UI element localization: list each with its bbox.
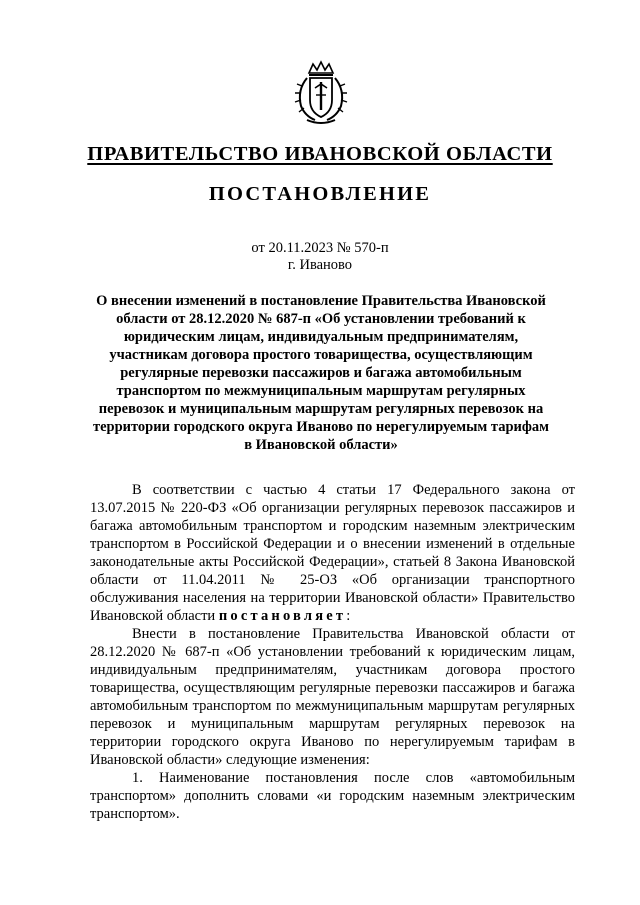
document-date-number: от 20.11.2023 № 570-п (251, 240, 389, 256)
document-city: г. Иваново (287, 257, 353, 273)
preamble-paragraph (90, 481, 575, 625)
decree-colon: : (346, 608, 351, 624)
document-subject: О внесении изменений в постановление Правительства Ивановской области от 28.12.2020 № 687-п «Об установлении требований к юридическим лицам, индивидуальным предпринимателям, участникам договора простого товарищества, осуществляющим регулярные перевозки пассажиров и багажа автомобильным транспортом по межмуниципальным маршрутам регулярных перевозок и муниципальным маршрутам регулярных перевозок на территории городского округа Иваново по нерегулируемым тарифам в Ивановской области» (92, 293, 550, 453)
paragraph-1: Внести в постановление Правительства Ивановской области от 28.12.2020 № 687-п «Об установлении требований к юридическим лицам, индивидуальным предпринимателям, участникам договора простого товарищества, осуществляющим регулярные перевозки пассажиров и багажа автомобильным транспортом по межмуниципальным маршрутам регулярных перевозок и муниципальным маршрутам регулярных перевозок на территории городского округа Иваново по нерегулируемым тарифам в Ивановской области» следующие изменения: (90, 626, 575, 768)
preamble-text: В соответствии с частью 4 статьи 17 Федерального закона от 13.07.2015 № 220-ФЗ «Об организации регулярных перевозок пассажиров и багажа автомобильным транспортом и городским наземным электрическим транспортом в Российской Федерации и о внесении изменений в отдельные законодательные акты Российской Федерации», статьей 8 Закона Ивановской области от 11.04.2011 № 25-ОЗ «Об организации транспортного обслуживания населения на территории Ивановской области» Правительство Ивановской области (90, 482, 575, 624)
decree-word: постановляет (218, 608, 347, 624)
document-body (90, 481, 575, 823)
item-1: 1. Наименование постановления после слов «автомобильным транспортом» дополнить словами «и городским наземным электрическим транспортом». (90, 770, 575, 822)
organization-title: ПРАВИТЕЛЬСТВО ИВАНОВСКОЙ ОБЛАСТИ (87, 143, 553, 165)
document-type: ПОСТАНОВЛЕНИЕ (208, 183, 432, 205)
coat-of-arms-icon (291, 60, 351, 126)
